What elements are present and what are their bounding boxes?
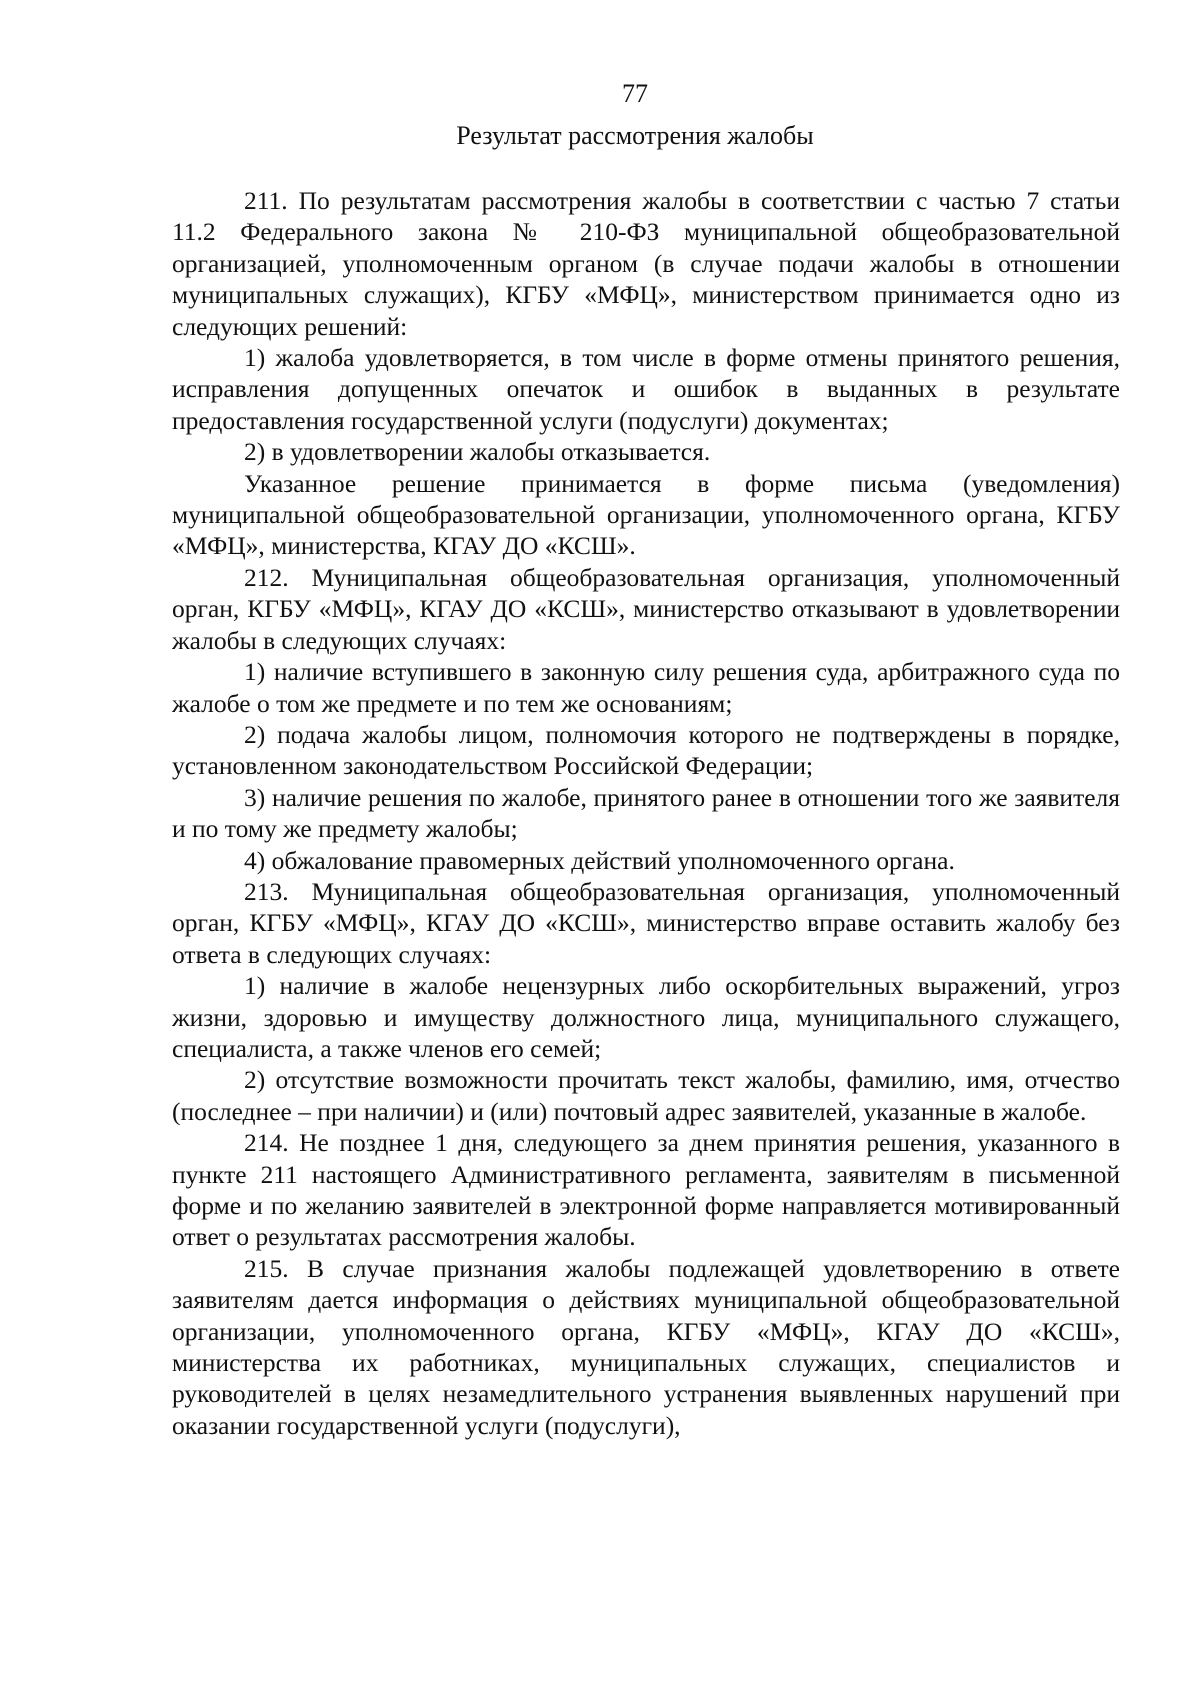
page-number: 77 <box>622 79 648 108</box>
paragraph-212: 212. Муниципальная общеобразовательная организация, уполномоченный орган, КГБУ «МФЦ», КГАУ ДО «КСШ», министерство отказывают в удовлетворении жалобы в следующих случаях: <box>172 562 1120 655</box>
paragraph-213: 213. Муниципальная общеобразовательная организация, уполномоченный орган, КГБУ «МФЦ», КГАУ ДО «КСШ», министерство вправе оставить жалобу без ответа в следующих случаях: <box>172 876 1120 969</box>
paragraph-212-item-1: 1) наличие вступившего в законную силу решения суда, арбитражного суда по жалобе о том же предмете и по тем же основаниям; <box>172 657 1120 718</box>
paragraph-decision-form: Указанное решение принимается в форме письма (уведомления) муниципальной общеобразовательной организации, уполномоченного органа, КГБУ «МФЦ», министерства, КГАУ ДО «КСШ». <box>172 468 1120 561</box>
paragraph-212-item-4: 4) обжалование правомерных действий уполномоченного органа. <box>244 845 955 875</box>
paragraph-213-item-1: 1) наличие в жалобе нецензурных либо оскорбительных выражений, угроз жизни, здоровью и имуществу должностного лица, муниципального служащего, специалиста, а также членов его семей; <box>172 971 1120 1063</box>
section-heading: Результат рассмотрения жалобы <box>456 121 814 150</box>
paragraph-215: 215. В случае признания жалобы подлежащей удовлетворению в ответе заявителям дается информация о действиях муниципальной общеобразовательной организации, уполномоченного органа, КГБУ «МФЦ», КГАУ ДО «КСШ», министерства их работниках, муниципальных служащих, специалистов и руководителей в целях незамедлительного устранения выявленных нарушений при оказании государственной услуги (подуслуги), <box>172 1253 1120 1440</box>
paragraph-212-item-3: 3) наличие решения по жалобе, принятого ранее в отношении того же заявителя и по тому же предмету жалобы; <box>172 782 1120 844</box>
paragraph-211-item-2: 2) в удовлетворении жалобы отказывается. <box>244 437 711 467</box>
paragraph-214: 214. Не позднее 1 дня, следующего за днем принятия решения, указанного в пункте 211 настоящего Административного регламента, заявителям в письменной форме и по желанию заявителей в электронной форме направляется мотивированный ответ о результатах рассмотрения жалобы. <box>172 1128 1120 1252</box>
paragraph-211-item-1: 1) жалоба удовлетворяется, в том числе в форме отмены принятого решения, исправления допущенных опечаток и ошибок в выданных в результате предоставления государственной услуги (подуслуги) документах; <box>172 343 1120 435</box>
document-body <box>172 185 1120 1441</box>
paragraph-211: 211. По результатам рассмотрения жалобы в соответствии с частью 7 статьи 11.2 Федерального закона № 210-ФЗ муниципальной общеобразовательной организацией, уполномоченным органом (в случае подачи жалобы в отношении муниципальных служащих), КГБУ «МФЦ», министерством принимается одно из следующих решений: <box>172 186 1120 341</box>
paragraph-212-item-2: 2) подача жалобы лицом, полномочия которого не подтверждены в порядке, установленном законодательством Российской Федерации; <box>172 719 1120 781</box>
paragraph-213-item-2: 2) отсутствие возможности прочитать текст жалобы, фамилию, имя, отчество (последнее – при наличии) и (или) почтовый адрес заявителей, указанные в жалобе. <box>172 1065 1120 1126</box>
